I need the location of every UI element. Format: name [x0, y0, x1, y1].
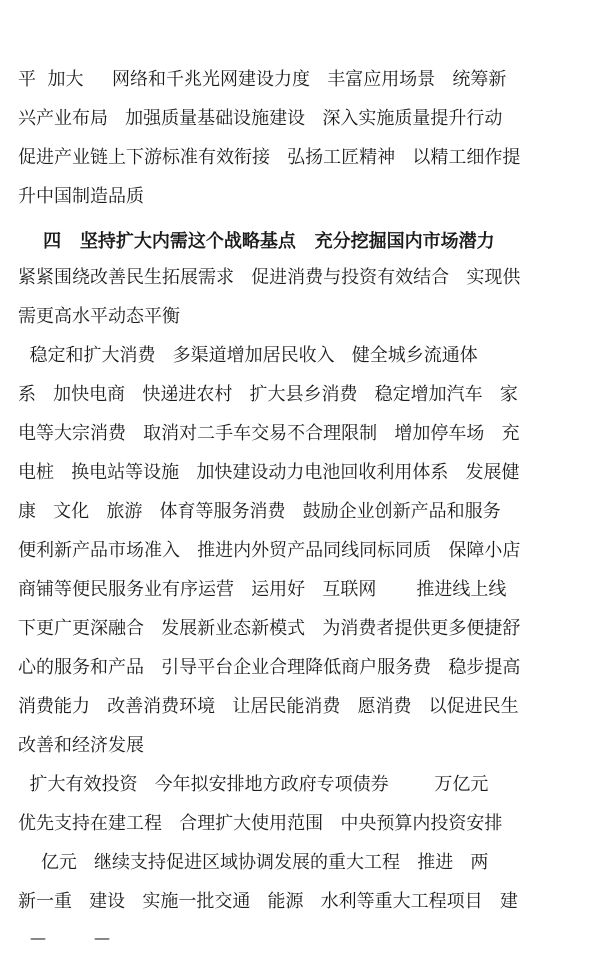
text-line: 新一重 建设 实施一批交通 能源 水利等重大工程项目 建 [18, 891, 518, 912]
text-line: 系 加快电商 快递进农村 扩大县乡消费 稳定增加汽车 家 [18, 384, 518, 405]
text-line: 稳定和扩大消费 多渠道增加居民收入 健全城乡流通体 [18, 345, 478, 366]
text-line: 亿元 继续支持促进区域协调发展的重大工程 推进 两 [18, 852, 489, 873]
section-heading: 四 坚持扩大内需这个战略基点 充分挖掘国内市场潜力 [18, 231, 495, 252]
text-line: 康 文化 旅游 体育等服务消费 鼓励企业创新产品和服务 [18, 501, 501, 522]
text-line: 促进产业链上下游标准有效衔接 弘扬工匠精神 以精工细作提 [18, 147, 521, 168]
text-line: 平 加大 网络和千兆光网建设力度 丰富应用场景 统筹新 [18, 69, 507, 90]
text-line: 优先支持在建工程 合理扩大使用范围 中央预算内投资安排 [18, 813, 503, 834]
text-line: 消费能力 改善消费环境 让居民能消费 愿消费 以促进民生 [18, 696, 519, 717]
text-line: 电等大宗消费 取消对二手车交易不合理限制 增加停车场 充 [18, 423, 520, 444]
text-line: 下更广更深融合 发展新业态新模式 为消费者提供更多便捷舒 [18, 618, 521, 639]
text-line: 商铺等便民服务业有序运营 运用好 互联网 推进线上线 [18, 579, 507, 600]
text-line: 扩大有效投资 今年拟安排地方政府专项债券 万亿元 [18, 774, 489, 795]
page-footer-dash-right: — [94, 928, 110, 947]
text-line: 升中国制造品质 [18, 186, 144, 207]
text-line: 便利新产品市场准入 推进内外贸产品同线同标同质 保障小店 [18, 540, 521, 561]
text-line: 需更高水平动态平衡 [18, 306, 180, 327]
text-line: 心的服务和产品 引导平台企业合理降低商户服务费 稳步提高 [18, 657, 521, 678]
text-line: 电桩 换电站等设施 加快建设动力电池回收利用体系 发展健 [18, 462, 520, 483]
page-footer-dash-left: — [30, 928, 46, 947]
text-line: 改善和经济发展 [18, 735, 144, 756]
text-line: 紧紧围绕改善民生拓展需求 促进消费与投资有效结合 实现供 [18, 267, 521, 288]
text-line: 兴产业布局 加强质量基础设施建设 深入实施质量提升行动 [18, 108, 503, 129]
